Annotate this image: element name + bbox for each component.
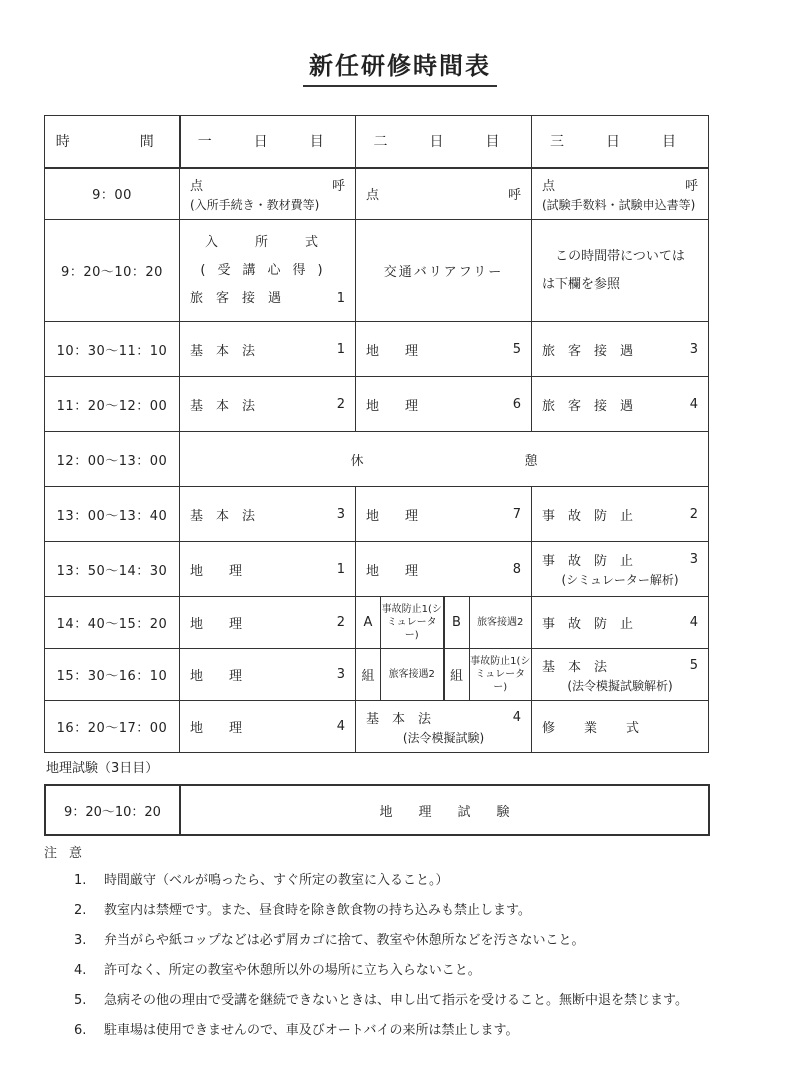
geography-exam-time: 9：20〜10：20 (45, 785, 180, 835)
day1-cell: 地 理 4 (180, 701, 356, 753)
day3-cell: 事 故 防 止 4 (532, 597, 709, 649)
day2-group-cell (356, 649, 532, 701)
group-b-subject: 事故防止1(シミュレーター) (470, 656, 531, 693)
table-row (45, 597, 709, 649)
header-row (45, 116, 709, 168)
table-row (45, 322, 709, 377)
table-row (45, 701, 709, 753)
day1-cell: 地 理 1 (180, 542, 356, 597)
day2-cell: 交通バリアフリー (356, 220, 532, 322)
group-a-subject: 事故防止1(シミュレーター) (381, 597, 444, 648)
group-a-label: 組 (356, 649, 381, 700)
table-row (45, 220, 709, 322)
day2-cell: 地 理 5 (356, 322, 532, 377)
geography-exam-label: 地理試験（3日目） (46, 761, 159, 776)
day2-cell: 点 呼 (356, 168, 532, 220)
list-item: 6. 駐車場は使用できませんので、車及びオートバイの来所は禁止します。 (74, 1023, 519, 1038)
day1-cell: 基 本 法 3 (180, 487, 356, 542)
time-cell: 12：00〜13：00 (45, 432, 180, 487)
day2-cell: 基 本 法 4 (法令模擬試験) (356, 701, 532, 753)
day3-cell: 事 故 防 止 2 (532, 487, 709, 542)
day1-cell: 地 理 2 (180, 597, 356, 649)
day3-cell: この時間帯については は下欄を参照 (532, 220, 709, 322)
list-item: 5. 急病その他の理由で受講を継続できないときは、申し出て指示を受けること。無断中退を禁じます。 (74, 993, 688, 1008)
group-a-subject: 旅客接遇2 (381, 649, 444, 700)
time-cell: 13：00〜13：40 (45, 487, 180, 542)
table-row (45, 487, 709, 542)
time-cell: 9：20〜10：20 (45, 220, 180, 322)
day1-cell: 地 理 3 (180, 649, 356, 701)
table-row-break (45, 432, 709, 487)
group-a-label: A (356, 597, 381, 648)
group-b-subject: 旅客接遇2 (477, 617, 524, 628)
list-item: 2. 教室内は禁煙です。また、昼食時を除き飲食物の持ち込みも禁止します。 (74, 903, 531, 918)
time-cell: 16：20〜17：00 (45, 701, 180, 753)
day1-cell: 入 所 式 (受講心得) 旅 客 接 遇 1 (180, 220, 356, 322)
table-row (45, 377, 709, 432)
table-row (45, 168, 709, 220)
header-day3: 三 日 目 (532, 116, 709, 168)
geography-exam-subject: 地 理 試 験 (180, 785, 709, 835)
day3-cell: 修 業 式 (532, 701, 709, 753)
header-day1: 一 日 目 (180, 116, 356, 168)
day3-cell: 事 故 防 止 3 (シミュレーター解析) (532, 542, 709, 597)
day2-cell: 地 理 8 (356, 542, 532, 597)
day1-cell: 点 呼 (入所手続き・教材費等) (180, 168, 356, 220)
document-title: 新任研修時間表 (0, 46, 800, 87)
table-row (45, 542, 709, 597)
geography-exam-table (44, 784, 710, 836)
time-cell: 13：50〜14：30 (45, 542, 180, 597)
time-cell: 14：40〜15：20 (45, 597, 180, 649)
day2-group-cell (356, 597, 532, 649)
group-b-label: B (444, 597, 470, 648)
day1-cell: 基 本 法 2 (180, 377, 356, 432)
day2-cell: 地 理 6 (356, 377, 532, 432)
time-cell: 10：30〜11：10 (45, 322, 180, 377)
header-day2: 二 日 目 (356, 116, 532, 168)
list-item: 4. 許可なく、所定の教室や休憩所以外の場所に立ち入らないこと。 (74, 963, 481, 978)
notes-title: 注意 (44, 846, 95, 861)
table-row (45, 649, 709, 701)
time-cell: 15：30〜16：10 (45, 649, 180, 701)
list-item: 3. 弁当がらや紙コップなどは必ず屑カゴに捨て、教室や休憩所などを汚さないこと。 (74, 933, 585, 948)
day3-cell: 旅 客 接 遇 3 (532, 322, 709, 377)
break-cell: 休 憩 (180, 432, 709, 487)
time-cell: 9：00 (45, 168, 180, 220)
day1-cell: 基 本 法 1 (180, 322, 356, 377)
notes-list (74, 866, 734, 1046)
group-b-label: 組 (444, 649, 470, 700)
day2-cell: 地 理 7 (356, 487, 532, 542)
day3-cell: 点 呼 (試験手数料・試験申込書等) (532, 168, 709, 220)
day3-cell: 基 本 法 5 (法令模擬試験解析) (532, 649, 709, 701)
list-item: 1. 時間厳守（ベルが鳴ったら、すぐ所定の教室に入ること。） (74, 873, 449, 888)
time-cell: 11：20〜12：00 (45, 377, 180, 432)
day3-cell: 旅 客 接 遇 4 (532, 377, 709, 432)
header-time: 時 間 (45, 116, 180, 168)
training-timetable (44, 115, 709, 753)
